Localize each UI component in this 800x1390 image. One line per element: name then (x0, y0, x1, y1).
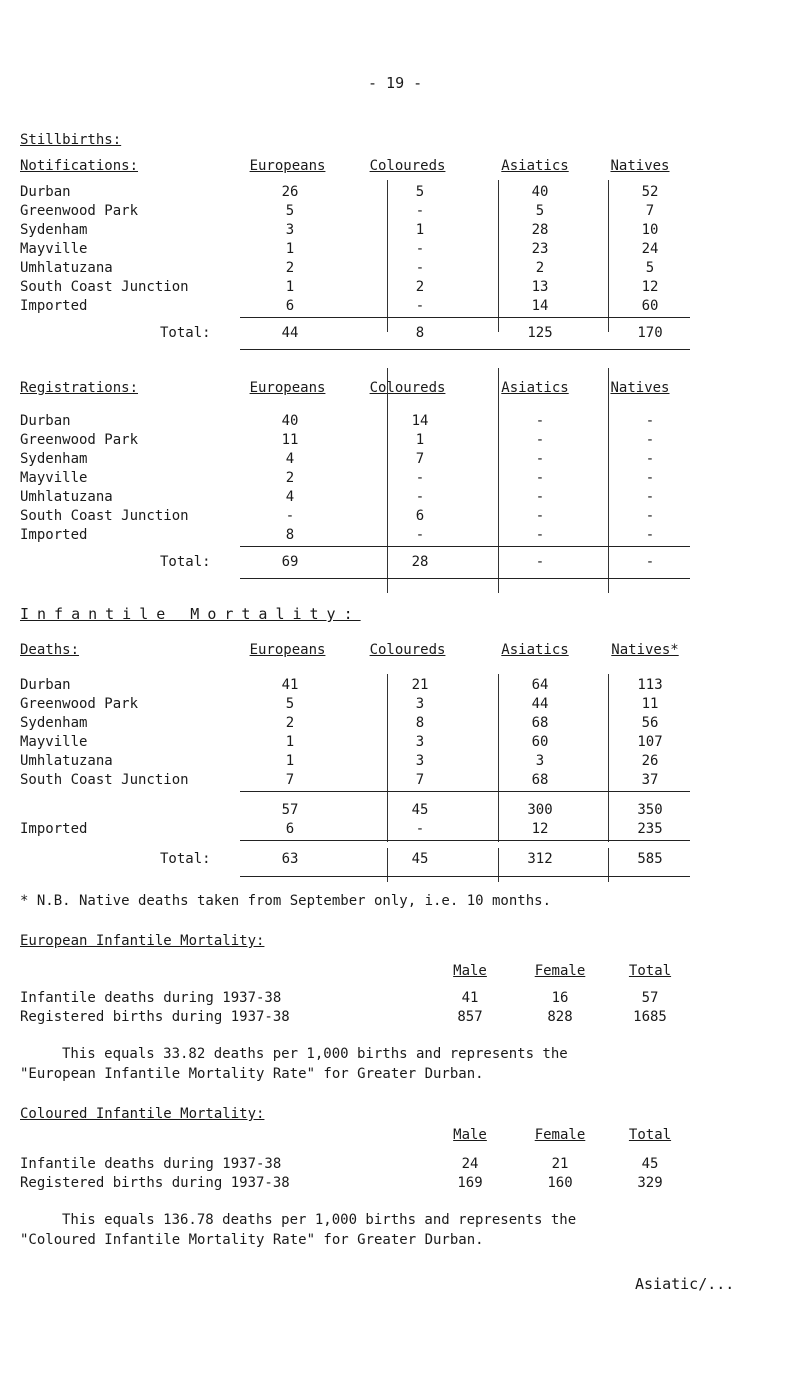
notifications-heading: Notifications: (20, 158, 139, 174)
coloured-heading: Coloured Infantile Mortality: (20, 1106, 265, 1122)
coloured-note-line1: This equals 136.78 deaths per 1,000 births and represents the (62, 1212, 577, 1228)
footnote: * N.B. Native deaths taken from September only, i.e. 10 months. (20, 893, 552, 909)
european-note-line2: "European Infantile Mortality Rate" for Greater Durban. (20, 1066, 484, 1082)
infantile-mortality-heading: Infantile Mortality: (20, 605, 361, 623)
european-heading: European Infantile Mortality: (20, 933, 265, 949)
col-europeans: Europeans (249, 158, 326, 174)
page-number: - 19 - (368, 74, 423, 92)
col-natives: Natives (610, 158, 670, 174)
coloured-note-line2: "Coloured Infantile Mortality Rate" for Greater Durban. (20, 1232, 484, 1248)
deaths-heading: Deaths: (20, 642, 80, 658)
col-coloureds: Coloureds (369, 158, 446, 174)
european-note-line1: This equals 33.82 deaths per 1,000 births and represents the (62, 1046, 568, 1062)
continuation-marker: Asiatic/... (635, 1275, 735, 1293)
stillbirths-heading: Stillbirths: (20, 132, 122, 148)
registrations-heading: Registrations: (20, 380, 139, 396)
col-asiatics: Asiatics (501, 158, 569, 174)
